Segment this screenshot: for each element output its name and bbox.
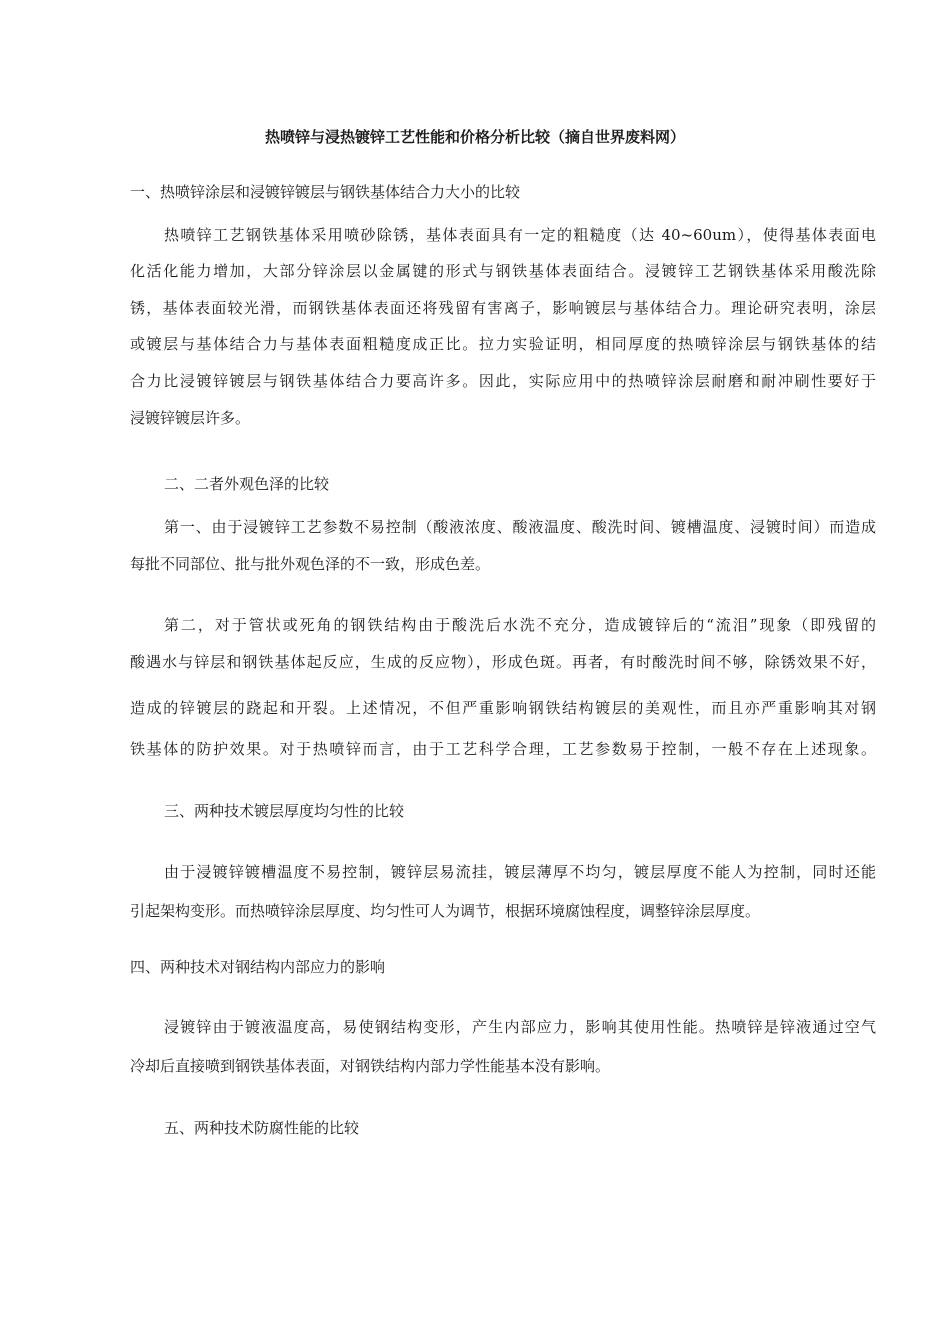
paragraph-1-line-6: 浸镀锌镀层许多。 (130, 409, 251, 427)
paragraph-2-line-1: 第一、由于浸镀锌工艺参数不易控制（酸液浓度、酸液温度、酸洗时间、镀槽温度、浸镀时间）而造成 (164, 518, 876, 536)
paragraph-1-line-4: 或镀层与基体结合力与基体表面粗糙度成正比。拉力实验证明，相同厚度的热喷锌涂层与钢铁基体的结 (130, 335, 876, 353)
paragraph-3-line-4: 铁基体的防护效果。对于热喷锌而言，由于工艺科学合理，工艺参数易于控制，一般不存在上述现象。 (130, 740, 876, 758)
paragraph-5-line-1: 浸镀锌由于镀液温度高，易使钢结构变形，产生内部应力，影响其使用性能。热喷锌是锌液通过空气 (164, 1018, 876, 1036)
paragraph-1-line-3: 锈，基体表面较光滑，而钢铁基体表面还将残留有害离子，影响镀层与基体结合力。理论研究表明，涂层 (130, 299, 876, 317)
document-title: 热喷锌与浸热镀锌工艺性能和价格分析比较（摘自世界废料网） (264, 128, 685, 146)
section-1-heading: 一、热喷锌涂层和浸镀锌镀层与钢铁基体结合力大小的比较 (130, 183, 521, 201)
paragraph-4-line-2: 引起架构变形。而热喷锌涂层厚度、均匀性可人为调节，根据环境腐蚀程度，调整锌涂层厚度。 (130, 902, 761, 920)
paragraph-1-line-5: 合力比浸镀锌镀层与钢铁基体结合力要高许多。因此，实际应用中的热喷锌涂层耐磨和耐冲刷性要好于 (130, 372, 876, 390)
paragraph-3-line-2: 酸遇水与锌层和钢铁基体起反应，生成的反应物），形成色斑。再者，有时酸洗时间不够，除锈效果不好， (130, 653, 876, 671)
paragraph-1-line-1: 热喷锌工艺钢铁基体采用喷砂除锈，基体表面具有一定的粗糙度（达 40~60um），使得基体表面电 (164, 226, 876, 244)
section-2-heading: 二、二者外观色泽的比较 (164, 475, 330, 493)
paragraph-2-line-2: 每批不同部位、批与批外观色泽的不一致，形成色差。 (130, 555, 491, 573)
paragraph-3-line-3: 造成的锌镀层的跷起和开裂。上述情况，不但严重影响钢铁结构镀层的美观性，而且亦严重影响其对钢 (130, 699, 876, 717)
paragraph-3-line-1: 第二，对于管状或死角的钢铁结构由于酸洗后水洗不充分，造成镀锌后的“流泪”现象（即残留的 (164, 616, 876, 634)
section-5-heading: 五、两种技术防腐性能的比较 (164, 1119, 360, 1137)
paragraph-1-line-2: 化活化能力增加，大部分锌涂层以金属键的形式与钢铁基体表面结合。浸镀锌工艺钢铁基体采用酸洗除 (130, 262, 876, 280)
section-3-heading: 三、两种技术镀层厚度均匀性的比较 (164, 802, 405, 820)
section-4-heading: 四、两种技术对钢结构内部应力的影响 (130, 958, 386, 976)
paragraph-4-line-1: 由于浸镀锌镀槽温度不易控制，镀锌层易流挂，镀层薄厚不均匀，镀层厚度不能人为控制，同时还能 (164, 863, 876, 881)
paragraph-5-line-2: 冷却后直接喷到钢铁基体表面，对钢铁结构内部力学性能基本没有影响。 (130, 1057, 611, 1075)
